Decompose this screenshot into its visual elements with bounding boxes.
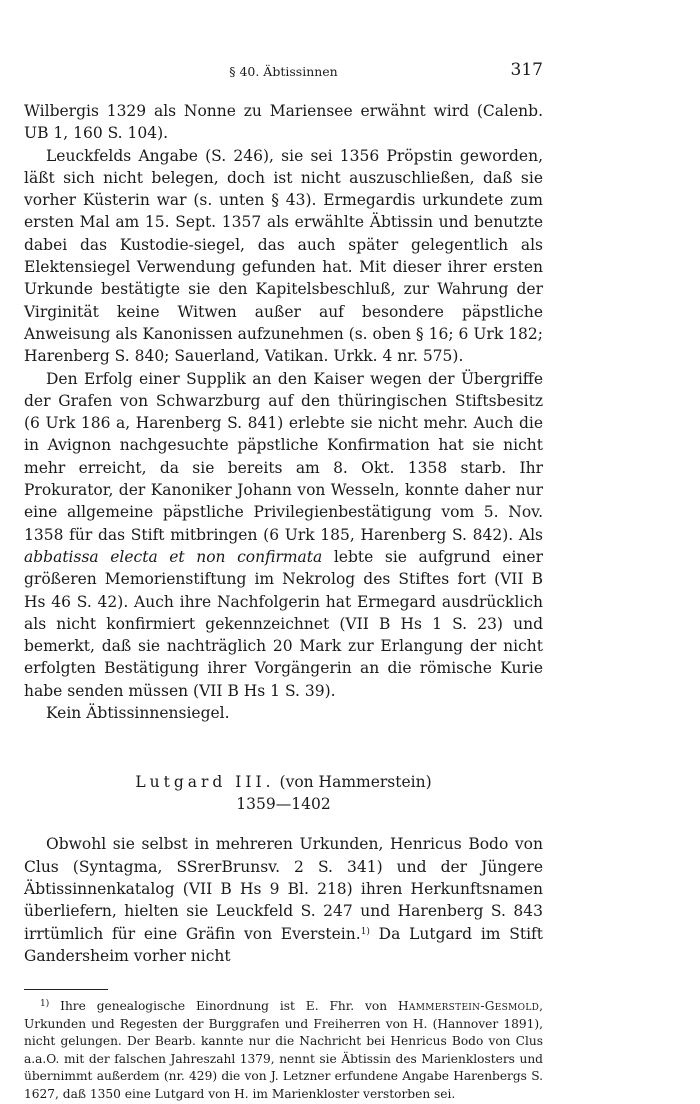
footnote-author: Hammerstein-Gesmold [397, 999, 540, 1014]
paragraph-continued: Wilbergis 1329 als Nonne zu Mariensee erwähnt wird (Calenb. UB 1, 160 S. 104). [24, 102, 543, 143]
paragraph-obwohl-text: Obwohl sie selbst in mehreren Urkunden, Henricus Bodo von Clus (Syntagma, SSrerBrunsv. 2 S. 341) und der Jüngere Äbtissinnenkatalog (VII B Hs 9 Bl. 218) ihren Herkunftsnamen überliefern, hielten sie Leuckfeld S. 247 und Harenberg S. 843 irrtümlich für eine Gräfin von Everstein. [24, 835, 543, 943]
section-text [24, 833, 543, 967]
running-head [24, 58, 543, 82]
footnote-divider [24, 989, 108, 990]
paragraph-obwohl-rest: Da Lutgard im Stift Gandersheim vorher nicht [24, 924, 543, 965]
abbess-qualifier: (von Hammerstein) [279, 773, 432, 792]
section-heading [24, 771, 543, 815]
paragraph-obwohl [24, 833, 543, 967]
paragraph-no-seal: Kein Äbtissinnensiegel. [46, 704, 230, 723]
paragraph-leuckfeld: Leuckfelds Angabe (S. 246), sie sei 1356 Pröpstin geworden, läßt sich nicht belegen, doch ist nicht auszuschließen, daß sie vorher Küsterin war (s. unten § 43). Ermegardis urkundete zum ersten Mal am 15. Sept. 1357 als erwählte Äbtissin und benutzte dabei das Kustodie-siegel, das auch später gelegentlich als Elektensiegel Verwendung gefunden hat. Mit dieser ihrer ersten Urkunde bestätigte sie den Kapitelsbeschluß, zur Wahrung der Virginität keine Witwen außer auf besondere päpstliche Anweisung als Kanonissen aufzunehmen (s. oben § 16; 6 Urk 182; Harenberg S. 840; Sauerland, Vatikan. Urkk. 4 nr. 575). [24, 146, 543, 366]
document-page [24, 58, 543, 1104]
footnote-reference[interactable]: 1) [360, 926, 370, 937]
footnote-text-rest: , Urkunden und Regesten der Burggrafen und Freiherren von H. (Hannover 1891), nicht gelungen. Der Bearb. kannte nur die Nachricht bei Henricus Bodo von Clus a.a.O. mit der falschen Jahreszahl 1379, nennt sie Äbtissin des Marienklosters und übernimmt außerdem (nr. 429) die von J. Letzner erfundene Angabe Harenbergs S. 1627, daß 1350 eine Lutgard von H. im Marienkloster verstorben sei. [24, 999, 543, 1102]
abbess-years: 1359—1402 [236, 795, 331, 814]
latin-phrase: abbatissa electa et non confirmata [24, 547, 323, 566]
paragraph-supplik-text: Den Erfolg einer Supplik an den Kaiser wegen der Übergriffe der Grafen von Schwarzburg auf den thüringischen Stiftsbesitz (6 Urk 186 a, Harenberg S. 841) erlebte sie nicht mehr. Auch die in Avignon nachgesuchte päpstliche Konfirmation hat sie nicht mehr erreicht, da sie bereits am 8. Okt. 1358 starb. Ihr Prokurator, der Kanoniker Johann von Wesseln, konnte daher nur eine allgemeine päpstliche Privilegienbestätigung vom 5. Nov. 1358 für das Stift mitbringen (6 Urk 185, Harenberg S. 842). Als [24, 369, 543, 544]
footnote-text: Ihre genealogische Einordnung ist E. Fhr. von [49, 999, 398, 1014]
main-text [24, 100, 543, 724]
page-number: 317 [510, 60, 543, 80]
paragraph-supplik-rest: lebte sie aufgrund einer größeren Memorienstiftung im Nekrolog des Stiftes fort (VII B Hs 46 S. 42). Auch ihre Nachfolgerin hat Ermegard ausdrücklich als nicht konfirmiert gekennzeichnet (VII B Hs 1 S. 23) und bemerkt, daß sie nachträglich 20 Mark zur Erlangung der nicht erfolgten Bestätigung ihrer Vorgängerin an die römische Kurie habe senden müssen (VII B Hs 1 S. 39). [24, 547, 543, 700]
footnote-marker: 1) [40, 999, 50, 1010]
running-title: § 40. Äbtissinnen [229, 64, 338, 79]
abbess-name: Lutgard III. [135, 773, 275, 792]
paragraph-supplik [24, 368, 543, 702]
footnote [24, 998, 543, 1104]
